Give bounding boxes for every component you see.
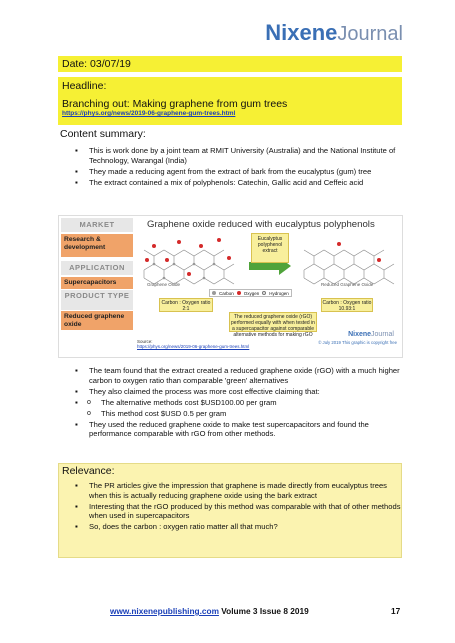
figure-logo-part2: Journal	[371, 331, 394, 338]
list-item	[75, 398, 405, 419]
date-bar: Date: 03/07/19	[58, 56, 402, 72]
list-item: ▪ The PR articles give the impression that graphene is made directly from eucalyptus trees when this is actually reducing graphene oxide using the bark extract	[75, 481, 405, 500]
logo-part2: Journal	[337, 23, 403, 45]
content-summary-label: Content summary:	[60, 128, 146, 140]
figure-title: Graphene oxide reduced with eucalyptus polyphenols	[147, 219, 375, 230]
ratio-left-box: Carbon : Oxygen ratio 2:1	[159, 298, 213, 312]
summary-list	[75, 146, 405, 189]
atom-legend	[209, 289, 292, 297]
hydrogen-dot-icon	[262, 291, 266, 295]
legend-carbon: Carbon	[219, 290, 234, 296]
oxygen-atoms	[145, 238, 231, 276]
carbon-dot-icon	[212, 291, 216, 295]
graphene-oxide-sheet	[144, 250, 234, 284]
cost-sublist	[75, 398, 405, 419]
relevance-list	[75, 481, 405, 533]
source-link[interactable]: https://phys.org/news/2019-06-graphene-gum-trees.html	[137, 344, 250, 350]
performance-box: The reduced graphene oxide (rGO) performed equally with when tested in a supercapacitor against comparable alternative methods for making rGO	[229, 312, 317, 332]
list-item: ▪ They used the reduced graphene oxide to make test supercapacitors and found the performance comparable with rGO from other methods.	[75, 420, 405, 439]
reduced-graphene-sheet	[304, 250, 394, 284]
application-value: Supercapacitors	[61, 277, 133, 289]
market-header: MARKET	[61, 218, 133, 232]
product-header: PRODUCT TYPE	[61, 290, 133, 310]
list-item: ▪ They also claimed the process was more cost effective claiming that:	[75, 387, 405, 397]
source-label: Source:	[137, 339, 153, 344]
journal-logo	[265, 22, 403, 44]
logo-part1: Nixene	[265, 20, 338, 45]
list-item: o ▪ The alternative methods cost $USD100.00 per gram	[87, 398, 405, 408]
relevance-label: Relevance:	[62, 465, 115, 477]
headline-link[interactable]: https://phys.org/news/2019-06-graphene-gum-trees.html	[62, 110, 236, 117]
list-item: ▪ They made a reducing agent from the extract of bark from the eucalyptus (gum) tree	[75, 167, 405, 177]
figure-sidebar	[61, 218, 133, 330]
headline-title: Branching out: Making graphene from gum trees	[62, 98, 288, 110]
application-header: APPLICATION	[61, 261, 133, 275]
headline-label: Headline:	[62, 80, 107, 92]
headline-box	[58, 77, 402, 125]
extract-box: Eucalyptus polyphenol extract	[251, 233, 289, 263]
figure-logo	[348, 331, 394, 338]
list-item: ▪ The extract contained a mix of polyphenols: Catechin, Gallic acid and Ceffeic acid	[75, 178, 405, 188]
legend-oxygen: Oxygen	[243, 290, 260, 296]
list-item: ▪ This is work done by a joint team at RMIT University (Australia) and the National Institute of Technology, Warangal (India)	[75, 146, 405, 165]
go-label: Graphene Oxide	[147, 282, 181, 287]
footer	[110, 606, 309, 616]
footer-link[interactable]: www.nixenepublishing.com	[110, 606, 219, 616]
list-item: ▪ Interesting that the rGO produced by this method was comparable with that of other methods when used in supercapacitors	[75, 502, 405, 521]
details-list	[75, 366, 405, 440]
figure-caption: © July 2019 This graphic is copyright free	[318, 340, 397, 345]
market-value: Research & development	[61, 234, 133, 257]
figure-logo-part1: Nixene	[348, 331, 372, 338]
product-value: Reduced graphene oxide	[61, 311, 133, 330]
rgo-label: Reduced Graphene Oxide	[321, 282, 374, 287]
list-item: o This method cost $USD 0.5 per gram	[87, 409, 405, 419]
graphene-figure	[58, 215, 403, 358]
footer-issue: Volume 3 Issue 8 2019	[218, 606, 309, 616]
legend-hydrogen: Hydrogen	[269, 290, 289, 296]
page-number: 17	[391, 606, 401, 616]
figure-source	[137, 339, 249, 350]
list-item: ▪ So, does the carbon : oxygen ratio matter all that much?	[75, 522, 405, 532]
rgo-oxygen-atoms	[337, 242, 381, 262]
ratio-right-box: Carbon : Oxygen ratio 10.93:1	[322, 300, 372, 312]
oxygen-dot-icon	[237, 291, 241, 295]
list-item: ▪ The team found that the extract created a reduced graphene oxide (rGO) with a much higher carbon to oxygen ratio than comparable 'green' alternatives	[75, 366, 405, 385]
